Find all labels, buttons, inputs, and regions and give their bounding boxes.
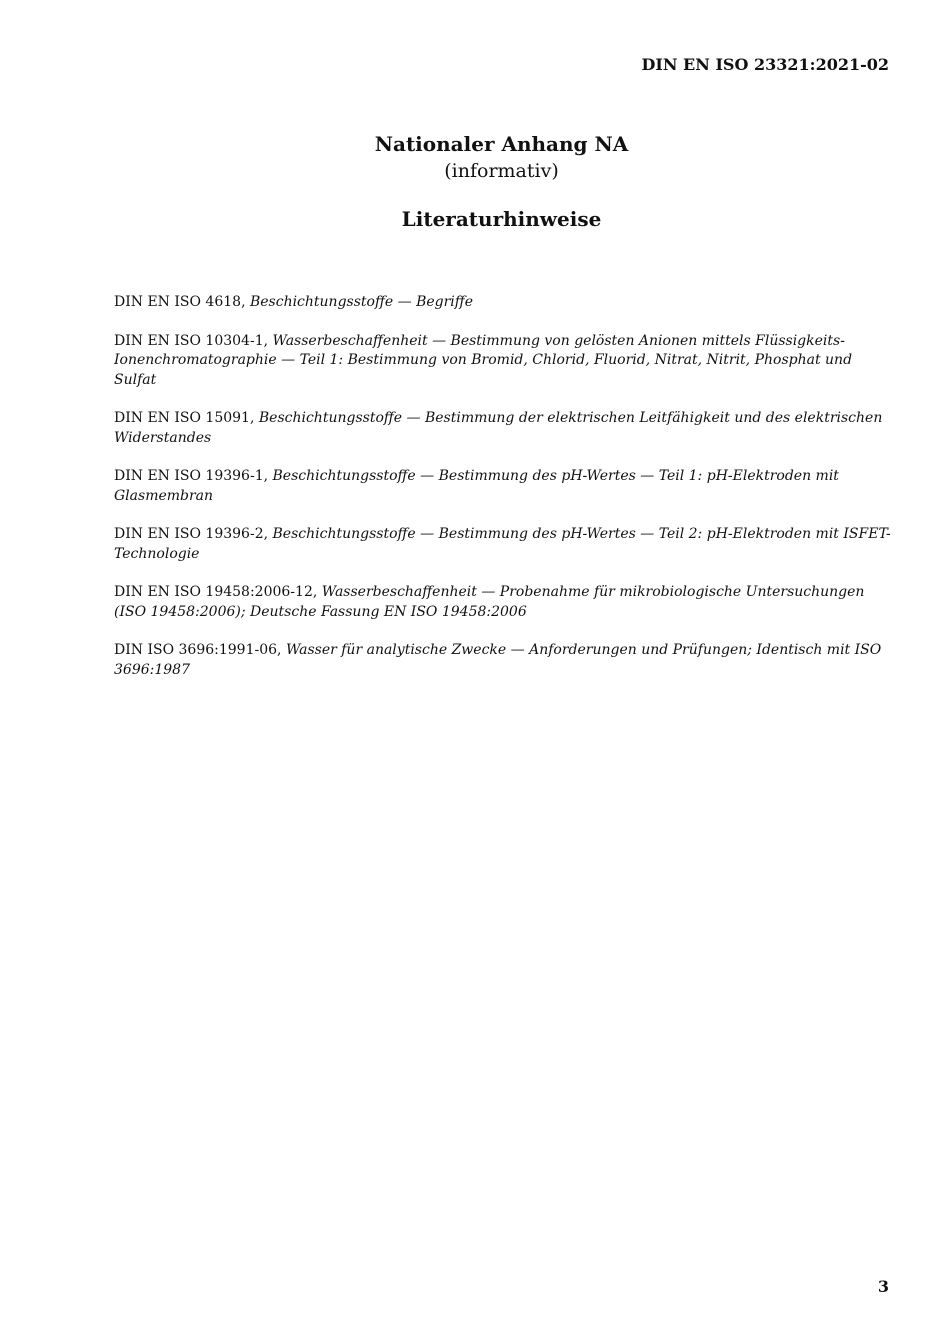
reference-title: Beschichtungsstoffe — Begriffe xyxy=(249,294,473,310)
reference-title: Wasserbeschaffenheit — Probenahme für mikrobiologische Untersuchungen (ISO 19458:2006); Deutsche Fassung EN ISO 19458:2006 xyxy=(114,584,865,620)
annex-title: Nationaler Anhang NA xyxy=(374,132,629,156)
reference-number: DIN EN ISO 19396-2 xyxy=(114,526,264,542)
reference-separator: , xyxy=(277,642,286,658)
reference-item xyxy=(114,467,896,506)
annex-subtitle: (informativ) xyxy=(444,160,559,182)
reference-number: DIN EN ISO 15091 xyxy=(114,410,250,426)
reference-item xyxy=(114,332,896,391)
section-title: Literaturhinweise xyxy=(401,207,602,231)
reference-title: Beschichtungsstoffe — Bestimmung des pH-Wertes — Teil 1: pH-Elektroden mit Glasmembran xyxy=(114,468,839,504)
reference-item xyxy=(114,641,896,680)
reference-number: DIN EN ISO 4618 xyxy=(114,294,242,310)
reference-title: Wasser für analytische Zwecke — Anforderungen und Prüfungen; Identisch mit ISO 3696:1987 xyxy=(114,642,882,678)
page-number: 3 xyxy=(877,1277,889,1296)
reference-separator: , xyxy=(263,526,273,542)
reference-title: Wasserbeschaffenheit — Bestimmung von gelösten Anionen mittels Flüssigkeits-Ionenchromatographie — Teil 1: Bestimmung von Bromid, Chlorid, Fluorid, Nitrat, Nitrit, Phosphat und Sulfat xyxy=(114,332,853,388)
reference-item xyxy=(114,409,896,448)
reference-item xyxy=(114,293,896,313)
reference-title: Beschichtungsstoffe — Bestimmung des pH-Wertes — Teil 2: pH-Elektroden mit ISFET-Technologie xyxy=(114,526,891,562)
reference-separator: , xyxy=(249,410,259,426)
reference-separator: , xyxy=(263,332,273,349)
document-id: DIN EN ISO 23321:2021-02 xyxy=(641,55,889,74)
reference-number: DIN EN ISO 19396-1 xyxy=(114,468,264,484)
reference-separator: , xyxy=(241,294,250,310)
reference-list xyxy=(114,293,896,699)
reference-separator: , xyxy=(263,468,273,484)
reference-number: DIN EN ISO 10304-1 xyxy=(114,332,264,349)
reference-title: Beschichtungsstoffe — Bestimmung der elektrischen Leitfähigkeit und des elektrischen Widerstandes xyxy=(114,410,883,446)
reference-item xyxy=(114,525,896,564)
reference-item xyxy=(114,583,896,622)
reference-separator: , xyxy=(312,584,322,600)
reference-number: DIN EN ISO 19458:2006-12 xyxy=(114,584,313,600)
reference-number: DIN ISO 3696:1991-06 xyxy=(114,642,278,658)
